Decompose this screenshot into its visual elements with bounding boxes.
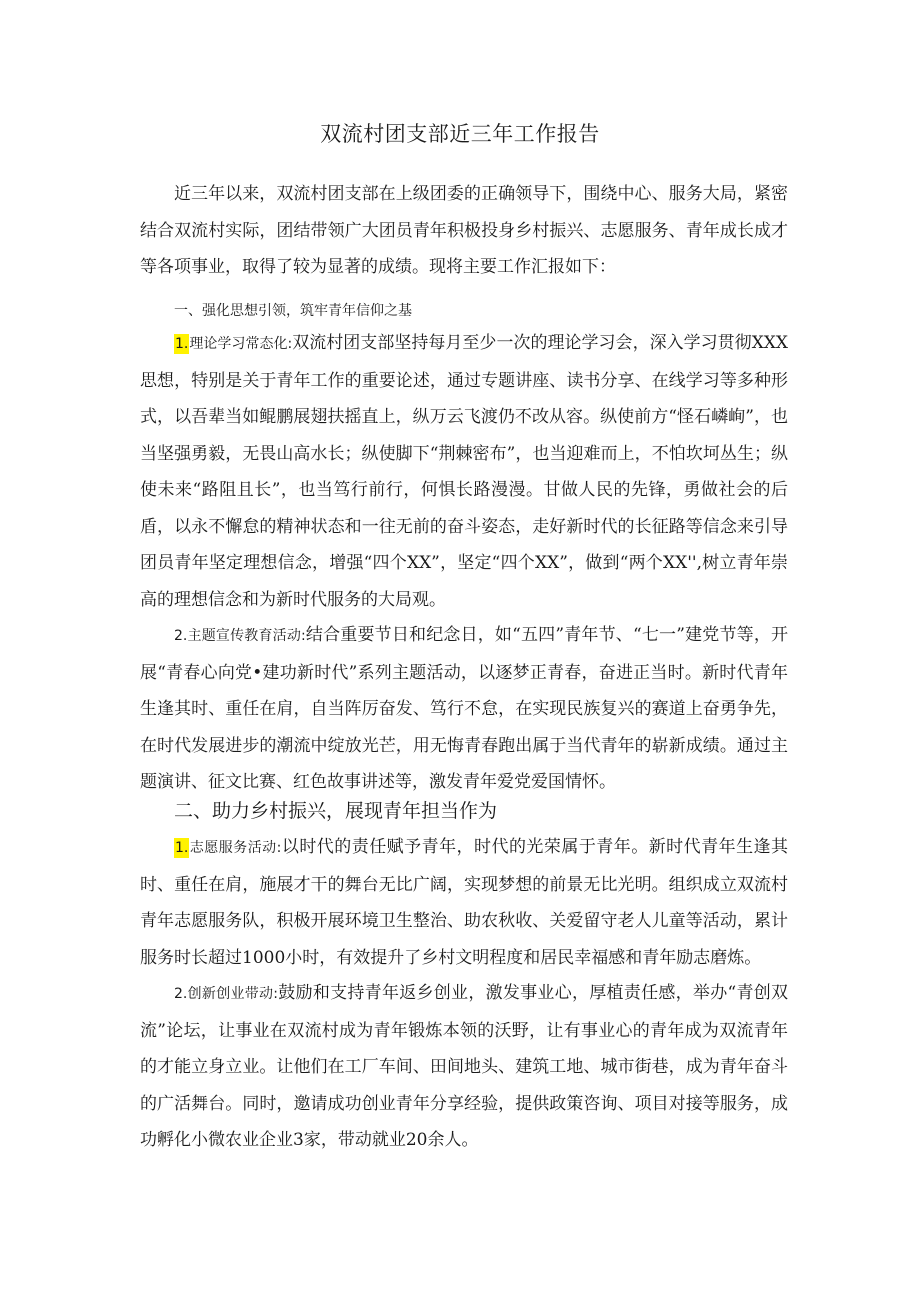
section2-item2-lead: 创新创业带动:	[187, 986, 279, 1002]
section1-item1	[140, 325, 788, 618]
section2-heading: 二、助力乡村振兴，展现青年担当作为	[174, 800, 498, 822]
section2-item1-lead: 志愿服务活动:	[189, 840, 282, 856]
section2-item2	[140, 975, 788, 1159]
section1-item2-number: 2.	[174, 628, 188, 644]
section1-item2	[140, 617, 788, 801]
section1-heading: 一、强化思想引领，筑牢青年信仰之基	[174, 303, 412, 319]
section2-item1-text: 以时代的责任赋予青年，时代的光荣属于青年。新时代青年生逢其时、重任在肩，施展才干的舞台无比广阔，实现梦想的前景无比光明。组织成立双流村青年志愿服务队，积极开展环境卫生整治、助农秋收、关爱留守老人儿童等活动，累计服务时长超过1000小时，有效提升了乡村文明程度和居民幸福感和青年励志磨炼。	[140, 837, 789, 968]
section2-item1	[140, 829, 788, 976]
section2-item2-text: 鼓励和支持青年返乡创业，激发事业心，厚植责任感，举办“青创双流”论坛，让事业在双流村成为青年锻炼本领的沃野，让有事业心的青年成为双流青年的才能立身立业。让他们在工厂车间、田间地头、建筑工地、城市街巷，成为青年奋斗的广活舞台。同时，邀请成功创业青年分享经验，提供政策咨询、项目对接等服务，成功孵化小微农业企业3家，带动就业20余人。	[140, 983, 788, 1150]
intro-paragraph: 近三年以来，双流村团支部在上级团委的正确领导下，围绕中心、服务大局，紧密结合双流村实际，团结带领广大团员青年积极投身乡村振兴、志愿服务、青年成长成才等各项事业，取得了较为显著的成绩。现将主要工作汇报如下：	[140, 184, 788, 277]
section1-item2-text: 结合重要节日和纪念日，如“五四”青年节、“七一”建党节等，开展“青春心向党•建功新时代”系列主题活动，以逐梦正青春，奋进正当时。新时代青年生逢其时、重任在肩，自当阵厉奋发、笃行不怠，在实现民族复兴的赛道上奋勇争先，在时代发展进步的潮流中绽放光芒，用无悔青春跑出属于当代青年的崭新成绩。通过主题演讲、征文比赛、红色故事讲述等，激发青年爱党爱国情怀。	[140, 625, 789, 792]
section1-item2-lead: 主题宣传教育活动:	[187, 628, 306, 644]
section2-item2-number: 2.	[174, 986, 188, 1002]
section1-item1-lead: 理论学习常态化:	[189, 336, 293, 352]
section1-item1-number: 1.	[175, 336, 189, 352]
section2-item1-number: 1.	[175, 840, 189, 856]
document-title: 双流村团支部近三年工作报告	[320, 122, 600, 146]
section1-item1-text: 双流村团支部坚持每月至少一次的理论学习会，深入学习贯彻XXX思想，特别是关于青年工作的重要论述，通过专题讲座、读书分享、在线学习等多种形式，以吾辈当如鲲鹏展翅扶摇直上，纵万云飞渡仍不改从容。纵使前方“怪石嶙峋”，也当坚强勇毅，无畏山高水长；纵使脚下“荆棘密布”，也当迎难而上，不怕坎坷丛生；纵使未来“路阻且长”，也当笃行前行，何惧长路漫漫。甘做人民的先锋，勇做社会的后盾，以永不懈怠的精神状态和一往无前的奋斗姿态，走好新时代的长征路等信念来引导团员青年坚定理想信念，增强“四个XX”，坚定“四个XX”，做到“两个XX'',树立青年崇高的理想信念和为新时代服务的大局观。	[140, 333, 788, 610]
